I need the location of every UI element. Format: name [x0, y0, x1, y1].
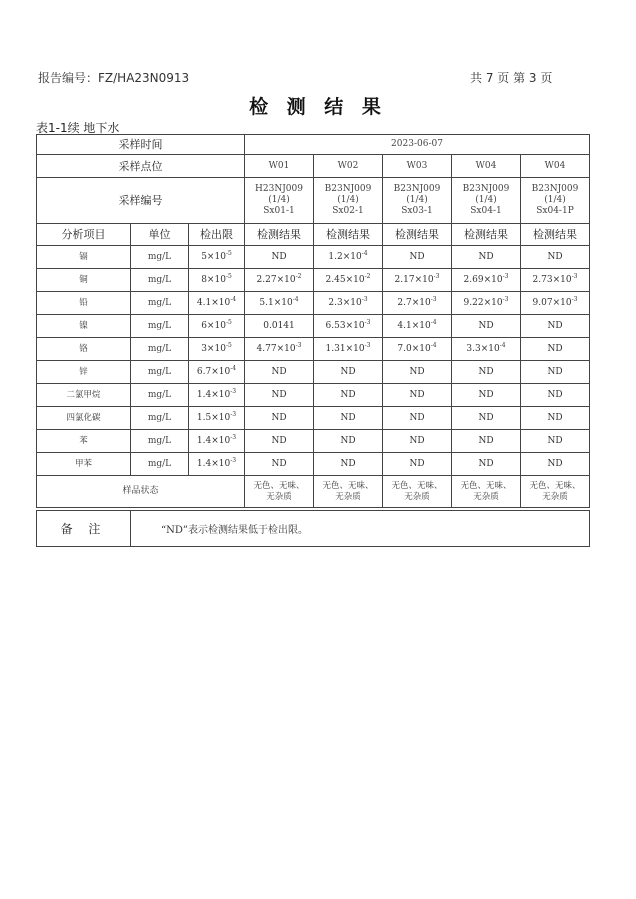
- result-value: [521, 407, 590, 430]
- sample-id-label: 采样编号: [37, 178, 245, 224]
- result-value-base: ND: [547, 320, 563, 331]
- sample-state-cell: [521, 476, 590, 508]
- analyte-name: 镍: [37, 315, 131, 338]
- result-value-exponent: -2: [295, 272, 302, 280]
- header-result: 检测结果: [383, 224, 452, 246]
- result-value-base: ND: [409, 458, 425, 469]
- result-value-base: ND: [409, 251, 425, 262]
- detection-limit: [189, 361, 245, 384]
- detection-limit-base: 4.1×10: [196, 297, 231, 308]
- detection-limit-exponent: -5: [225, 318, 232, 326]
- result-value: [521, 315, 590, 338]
- analyte-name: 镉: [37, 246, 131, 269]
- sample-id-line: B23NJ009: [531, 184, 579, 194]
- analyte-unit: mg/L: [131, 384, 189, 407]
- page-info: 共 7 页 第 3 页: [470, 71, 553, 85]
- result-value: [245, 384, 314, 407]
- result-value-base: 5.1×10: [259, 297, 293, 308]
- result-value-base: ND: [409, 366, 425, 377]
- sample-id-line: B23NJ009: [324, 184, 372, 194]
- result-value: [245, 246, 314, 269]
- sample-state-line: 无杂质: [404, 491, 430, 502]
- page-title: 检 测 结 果: [249, 96, 387, 118]
- result-value-base: ND: [271, 458, 287, 469]
- analyte-row: [37, 384, 590, 407]
- detection-limit-exponent: -5: [225, 341, 232, 349]
- result-value: [245, 361, 314, 384]
- sample-id-line: (1/4): [544, 195, 566, 205]
- result-value-base: 4.1×10: [397, 320, 431, 331]
- sample-state-label: 样品状态: [37, 476, 245, 508]
- sampling-time-value: 2023-06-07: [245, 135, 590, 155]
- result-value: [245, 269, 314, 292]
- header-unit: 单位: [131, 224, 189, 246]
- sample-id-line: B23NJ009: [462, 184, 510, 194]
- result-value: [245, 338, 314, 361]
- result-value-base: ND: [547, 366, 563, 377]
- result-value-exponent: -3: [571, 272, 578, 280]
- result-value-exponent: -4: [499, 341, 506, 349]
- result-value-base: ND: [271, 251, 287, 262]
- sampling-time-label: 采样时间: [37, 135, 245, 155]
- analyte-row: [37, 361, 590, 384]
- remarks-table: [36, 510, 590, 547]
- header-detection-limit: 检出限: [189, 224, 245, 246]
- analyte-unit: mg/L: [131, 430, 189, 453]
- analyte-name: 苯: [37, 430, 131, 453]
- results-table: [36, 134, 590, 508]
- result-value: [383, 292, 452, 315]
- result-value: [245, 315, 314, 338]
- detection-limit-base: 1.4×10: [196, 435, 231, 446]
- detection-limit-exponent: -5: [225, 272, 232, 280]
- result-value-base: 9.07×10: [532, 297, 572, 308]
- sampling-point: W03: [383, 155, 452, 178]
- result-value-exponent: -4: [292, 295, 299, 303]
- sample-state-line: 无色、无味、: [391, 480, 443, 491]
- analyte-unit: mg/L: [131, 315, 189, 338]
- result-value: [245, 407, 314, 430]
- sample-id-cell: [521, 178, 590, 224]
- result-value: [452, 246, 521, 269]
- result-value-base: ND: [271, 435, 287, 446]
- sample-state-cell: [452, 476, 521, 508]
- result-value-exponent: -2: [364, 272, 371, 280]
- detection-limit-exponent: -3: [230, 456, 237, 464]
- result-value: [383, 361, 452, 384]
- result-value-exponent: -3: [571, 295, 578, 303]
- result-value: [452, 338, 521, 361]
- result-value-base: ND: [340, 435, 356, 446]
- report-number: 报告编号：FZ/HA23N0913: [38, 71, 190, 85]
- result-value-base: ND: [478, 320, 494, 331]
- header-result: 检测结果: [245, 224, 314, 246]
- result-value: [383, 384, 452, 407]
- sampling-point: W04: [452, 155, 521, 178]
- result-value-exponent: -4: [430, 318, 437, 326]
- result-value: [314, 407, 383, 430]
- result-value-exponent: -4: [430, 341, 437, 349]
- analyte-name: 铅: [37, 292, 131, 315]
- result-value-base: ND: [478, 458, 494, 469]
- sample-id-line: (1/4): [475, 195, 497, 205]
- result-value-base: ND: [271, 412, 287, 423]
- result-value: [314, 361, 383, 384]
- result-value-base: 9.22×10: [463, 297, 503, 308]
- header-result: 检测结果: [452, 224, 521, 246]
- analyte-name: 锌: [37, 361, 131, 384]
- result-value: [521, 453, 590, 476]
- result-value: [452, 384, 521, 407]
- sample-state-section: [37, 476, 590, 508]
- result-value: [245, 453, 314, 476]
- analyte-unit: mg/L: [131, 361, 189, 384]
- result-value: [383, 338, 452, 361]
- result-value-base: 1.31×10: [325, 343, 365, 354]
- result-value-base: 6.53×10: [325, 320, 365, 331]
- column-header-row: [37, 224, 590, 246]
- result-value-base: ND: [340, 412, 356, 423]
- result-value: [314, 246, 383, 269]
- result-value: [383, 269, 452, 292]
- result-value-base: 3.3×10: [466, 343, 500, 354]
- result-value: [452, 453, 521, 476]
- result-value-exponent: -3: [502, 272, 509, 280]
- sample-id-cell: [452, 178, 521, 224]
- result-value: [452, 407, 521, 430]
- result-value-base: ND: [478, 366, 494, 377]
- result-value: [452, 269, 521, 292]
- detection-limit-base: 1.4×10: [196, 458, 231, 469]
- detection-limit: [189, 269, 245, 292]
- analyte-row: [37, 246, 590, 269]
- result-value: [314, 292, 383, 315]
- sample-id-row: [37, 178, 590, 224]
- analyte-name: 四氯化碳: [37, 407, 131, 430]
- result-value-base: ND: [409, 435, 425, 446]
- result-value: [521, 246, 590, 269]
- result-value: [245, 292, 314, 315]
- sample-state-line: 无杂质: [335, 491, 361, 502]
- sampling-point: W02: [314, 155, 383, 178]
- result-value-base: 2.69×10: [463, 274, 503, 285]
- sample-state-line: 无杂质: [542, 491, 568, 502]
- sample-id-line: (1/4): [406, 195, 428, 205]
- result-value-exponent: -3: [433, 272, 440, 280]
- analyte-name: 甲苯: [37, 453, 131, 476]
- sampling-point: W01: [245, 155, 314, 178]
- sample-state-line: 无色、无味、: [253, 480, 305, 491]
- result-value-base: ND: [547, 435, 563, 446]
- result-value: [521, 269, 590, 292]
- result-value: [314, 315, 383, 338]
- sample-id-line: Sx04-1: [470, 206, 502, 216]
- header-analysis-item: 分析项目: [37, 224, 131, 246]
- header-result: 检测结果: [521, 224, 590, 246]
- result-value-base: ND: [547, 412, 563, 423]
- result-value: [314, 384, 383, 407]
- remarks-label: 备 注: [37, 511, 131, 547]
- sample-id-cell: [245, 178, 314, 224]
- sample-id-line: Sx01-1: [263, 206, 295, 216]
- result-value: [314, 269, 383, 292]
- analyte-unit: mg/L: [131, 453, 189, 476]
- sample-state-line: 无色、无味、: [322, 480, 374, 491]
- result-value-base: ND: [271, 389, 287, 400]
- result-value-exponent: -3: [361, 295, 368, 303]
- result-value: [521, 384, 590, 407]
- result-value-base: ND: [340, 458, 356, 469]
- result-value: [383, 315, 452, 338]
- detection-limit-exponent: -5: [225, 249, 232, 257]
- result-value-base: 2.73×10: [532, 274, 572, 285]
- detection-limit: [189, 338, 245, 361]
- detection-limit-exponent: -3: [230, 433, 237, 441]
- result-value-base: ND: [271, 366, 287, 377]
- data-rows: [37, 246, 590, 476]
- result-value: [314, 453, 383, 476]
- result-value-base: ND: [547, 251, 563, 262]
- result-value-base: 2.27×10: [256, 274, 296, 285]
- sampling-time-row: [37, 135, 590, 155]
- analyte-row: [37, 453, 590, 476]
- result-value-exponent: -3: [430, 295, 437, 303]
- result-value: [452, 361, 521, 384]
- header-result: 检测结果: [314, 224, 383, 246]
- result-value-base: 4.77×10: [256, 343, 296, 354]
- sample-id-line: Sx02-1: [332, 206, 364, 216]
- result-value: [521, 430, 590, 453]
- result-value-base: 2.17×10: [394, 274, 434, 285]
- result-value: [452, 430, 521, 453]
- result-value: [245, 430, 314, 453]
- sample-state-line: 无杂质: [266, 491, 292, 502]
- analyte-unit: mg/L: [131, 338, 189, 361]
- analyte-row: [37, 338, 590, 361]
- sample-id-line: Sx03-1: [401, 206, 433, 216]
- detection-limit-base: 5×10: [201, 251, 226, 262]
- result-value-base: ND: [478, 389, 494, 400]
- result-value-base: ND: [547, 343, 563, 354]
- analyte-row: [37, 292, 590, 315]
- sample-id-line: H23NJ009: [255, 184, 303, 194]
- result-value: [521, 338, 590, 361]
- result-value-base: ND: [340, 389, 356, 400]
- sample-id-line: Sx04-1P: [536, 206, 574, 216]
- analyte-unit: mg/L: [131, 407, 189, 430]
- result-value: [452, 292, 521, 315]
- result-value-base: 2.45×10: [325, 274, 365, 285]
- sampling-point-row: [37, 155, 590, 178]
- result-value: [314, 338, 383, 361]
- result-value-base: 2.3×10: [328, 297, 362, 308]
- result-value-exponent: -3: [364, 341, 371, 349]
- detection-limit-base: 3×10: [201, 343, 226, 354]
- sample-id-line: (1/4): [268, 195, 290, 205]
- result-value-base: ND: [478, 412, 494, 423]
- result-value: [314, 430, 383, 453]
- result-value-base: ND: [547, 389, 563, 400]
- detection-limit: [189, 315, 245, 338]
- sample-id-cell: [383, 178, 452, 224]
- sampling-point: W04: [521, 155, 590, 178]
- sample-id-line: (1/4): [337, 195, 359, 205]
- analyte-row: [37, 430, 590, 453]
- result-value-base: ND: [547, 458, 563, 469]
- result-value: [383, 430, 452, 453]
- result-value-base: 1.2×10: [328, 251, 362, 262]
- result-value-exponent: -4: [361, 249, 368, 257]
- sample-state-line: 无色、无味、: [460, 480, 512, 491]
- analyte-row: [37, 315, 590, 338]
- detection-limit: [189, 407, 245, 430]
- sample-state-line: 无杂质: [473, 491, 499, 502]
- result-value: [452, 315, 521, 338]
- sample-state-cell: [314, 476, 383, 508]
- results-table-body: [37, 135, 590, 246]
- analyte-unit: mg/L: [131, 246, 189, 269]
- detection-limit-exponent: -4: [230, 295, 237, 303]
- analyte-row: [37, 407, 590, 430]
- result-value: [383, 453, 452, 476]
- result-value-exponent: -3: [295, 341, 302, 349]
- detection-limit-base: 6×10: [201, 320, 226, 331]
- detection-limit: [189, 384, 245, 407]
- detection-limit-base: 6.7×10: [196, 366, 231, 377]
- detection-limit: [189, 453, 245, 476]
- remarks-text: “ND”表示检测结果低于检出限。: [131, 511, 590, 547]
- sample-id-cell: [314, 178, 383, 224]
- result-value-base: ND: [340, 366, 356, 377]
- sample-state-cell: [245, 476, 314, 508]
- detection-limit-exponent: -3: [230, 410, 237, 418]
- detection-limit: [189, 246, 245, 269]
- remarks-row: [37, 511, 590, 547]
- detection-limit-exponent: -4: [230, 364, 237, 372]
- result-value-base: ND: [478, 435, 494, 446]
- result-value-base: ND: [409, 412, 425, 423]
- result-value: [383, 407, 452, 430]
- sample-state-cell: [383, 476, 452, 508]
- detection-limit-base: 1.4×10: [196, 389, 231, 400]
- sample-state-line: 无色、无味、: [529, 480, 581, 491]
- analyte-name: 二氯甲烷: [37, 384, 131, 407]
- analyte-unit: mg/L: [131, 269, 189, 292]
- result-value-base: 7.0×10: [397, 343, 431, 354]
- detection-limit-base: 1.5×10: [196, 412, 231, 423]
- result-value-base: 0.0141: [263, 320, 295, 331]
- table-caption: 表1-1续 地下水: [36, 121, 120, 135]
- analyte-unit: mg/L: [131, 292, 189, 315]
- result-value: [521, 292, 590, 315]
- result-value-exponent: -3: [502, 295, 509, 303]
- detection-limit: [189, 292, 245, 315]
- result-value-base: 2.7×10: [397, 297, 431, 308]
- result-value: [521, 361, 590, 384]
- detection-limit-exponent: -3: [230, 387, 237, 395]
- result-value-base: ND: [409, 389, 425, 400]
- result-value-exponent: -3: [364, 318, 371, 326]
- analyte-row: [37, 269, 590, 292]
- result-value: [383, 246, 452, 269]
- sample-state-row: [37, 476, 590, 508]
- sampling-point-label: 采样点位: [37, 155, 245, 178]
- result-value-base: ND: [478, 251, 494, 262]
- analyte-name: 铜: [37, 269, 131, 292]
- detection-limit: [189, 430, 245, 453]
- sample-id-line: B23NJ009: [393, 184, 441, 194]
- analyte-name: 铬: [37, 338, 131, 361]
- detection-limit-base: 8×10: [201, 274, 226, 285]
